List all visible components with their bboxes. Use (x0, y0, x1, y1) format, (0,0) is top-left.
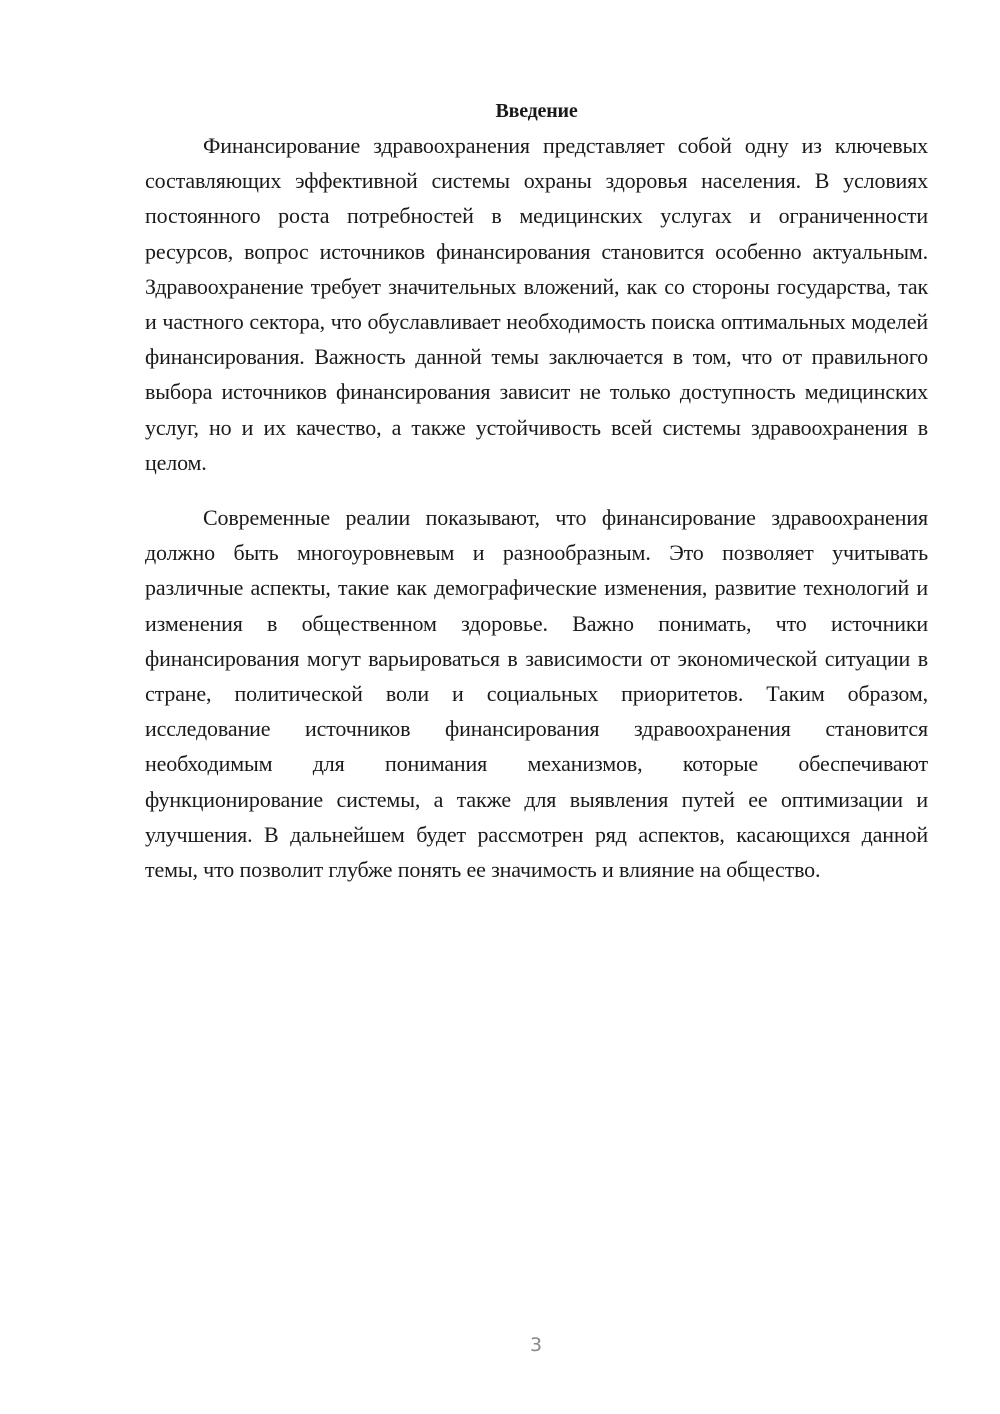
page-number: 3 (529, 1334, 543, 1356)
paragraph-1: Финансирование здравоохранения представляет собой одну из ключевых составляющих эффективной системы охраны здоровья населения. В условиях постоянного роста потребностей в медицинских услугах и ограниченности ресурсов, вопрос источников финансирования становится особенно актуальным. Здравоохранение требует значительных вложений, как со стороны государства, так и частного сектора, что обуславливает необходимость поиска оптимальных моделей финансирования. Важность данной темы заключается в том, что от правильного выбора источников финансирования зависит не только доступность медицинских услуг, но и их качество, а также устойчивость всей системы здравоохранения в целом. (145, 133, 928, 475)
page-content (145, 96, 928, 887)
section-heading: Введение (495, 100, 578, 122)
paragraph-2: Современные реалии показывают, что финансирование здравоохранения должно быть многоуровневым и разнообразным. Это позволяет учитывать различные аспекты, такие как демографические изменения, развитие технологий и изменения в общественном здоровье. Важно понимать, что источники финансирования могут варьироваться в зависимости от экономической ситуации в стране, политической воли и социальных приоритетов. Таким образом, исследование источников финансирования здравоохранения становится необходимым для понимания механизмов, которые обеспечивают функционирование системы, а также для выявления путей ее оптимизации и улучшения. В дальнейшем будет рассмотрен ряд аспектов, касающихся данной темы, что позволит глубже понять ее значимость и влияние на общество. (145, 505, 928, 883)
